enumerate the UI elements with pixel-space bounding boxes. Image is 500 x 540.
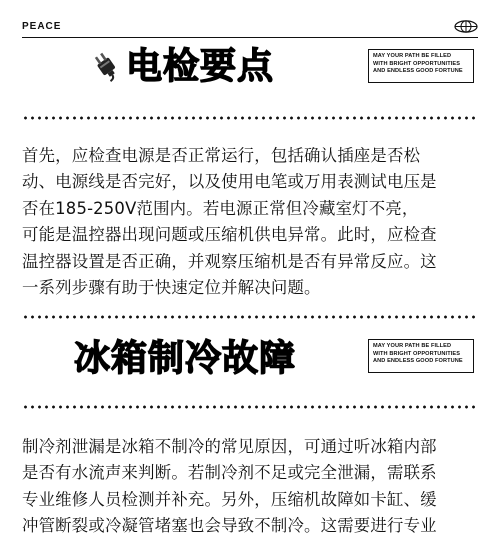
- text-line: 首先，应检查电源是否正常运行，包括确认插座是否松: [22, 146, 421, 165]
- top-rule: [22, 37, 478, 38]
- brand-label: PEACE: [22, 21, 62, 32]
- tagline-box: [368, 49, 474, 83]
- dotted-divider: [22, 116, 478, 120]
- text-line: 专业维修人员检测并补充。另外，压缩机故障如卡缸、缓: [22, 489, 437, 509]
- text-line: 制冷剂泄漏是冰箱不制冷的常见原因，可通过听冰箱内部: [22, 437, 437, 456]
- globe-icon: [454, 20, 478, 33]
- text-line: 否在185-250V范围内。若电源正常但冷藏室灯不亮，: [22, 198, 419, 218]
- text-line: 是否有水流声来判断。若制冷剂不足或完全泄漏，需联系: [22, 463, 437, 483]
- plug-icon: [90, 50, 122, 82]
- dotted-divider: [22, 315, 478, 319]
- tagline-line: WITH BRIGHT OPPORTUNITIES: [373, 350, 461, 357]
- section-title-cooling-fault: 冰箱制冷故障: [74, 338, 297, 379]
- tagline-line: AND ENDLESS GOOD FORTUNE: [373, 358, 463, 365]
- tagline-line: MAY YOUR PATH BE FILLED: [373, 343, 452, 349]
- tagline-line: AND ENDLESS GOOD FORTUNE: [373, 68, 463, 75]
- text-line: 一系列步骤有助于快速定位并解决问题。: [22, 278, 321, 298]
- text-line: 动、电源线是否完好，以及使用电笔或万用表测试电压是: [22, 172, 437, 192]
- tagline-box: [368, 339, 474, 373]
- section2-paragraph: [22, 434, 480, 540]
- text-line: 可能是温控器出现问题或压缩机供电异常。此时，应检查: [22, 225, 437, 245]
- tagline-line: MAY YOUR PATH BE FILLED: [373, 53, 452, 59]
- section-title-electric-check: 电检要点: [126, 46, 275, 87]
- section1-paragraph: [22, 143, 480, 301]
- text-line: 冲管断裂或冷凝管堵塞也会导致不制冷。这需要进行专业: [22, 516, 437, 536]
- tagline-line: WITH BRIGHT OPPORTUNITIES: [373, 60, 461, 67]
- dotted-divider: [22, 405, 478, 409]
- text-line: 温控器设置是否正确，并观察压缩机是否有异常反应。这: [22, 251, 437, 271]
- top-bar: [22, 20, 478, 34]
